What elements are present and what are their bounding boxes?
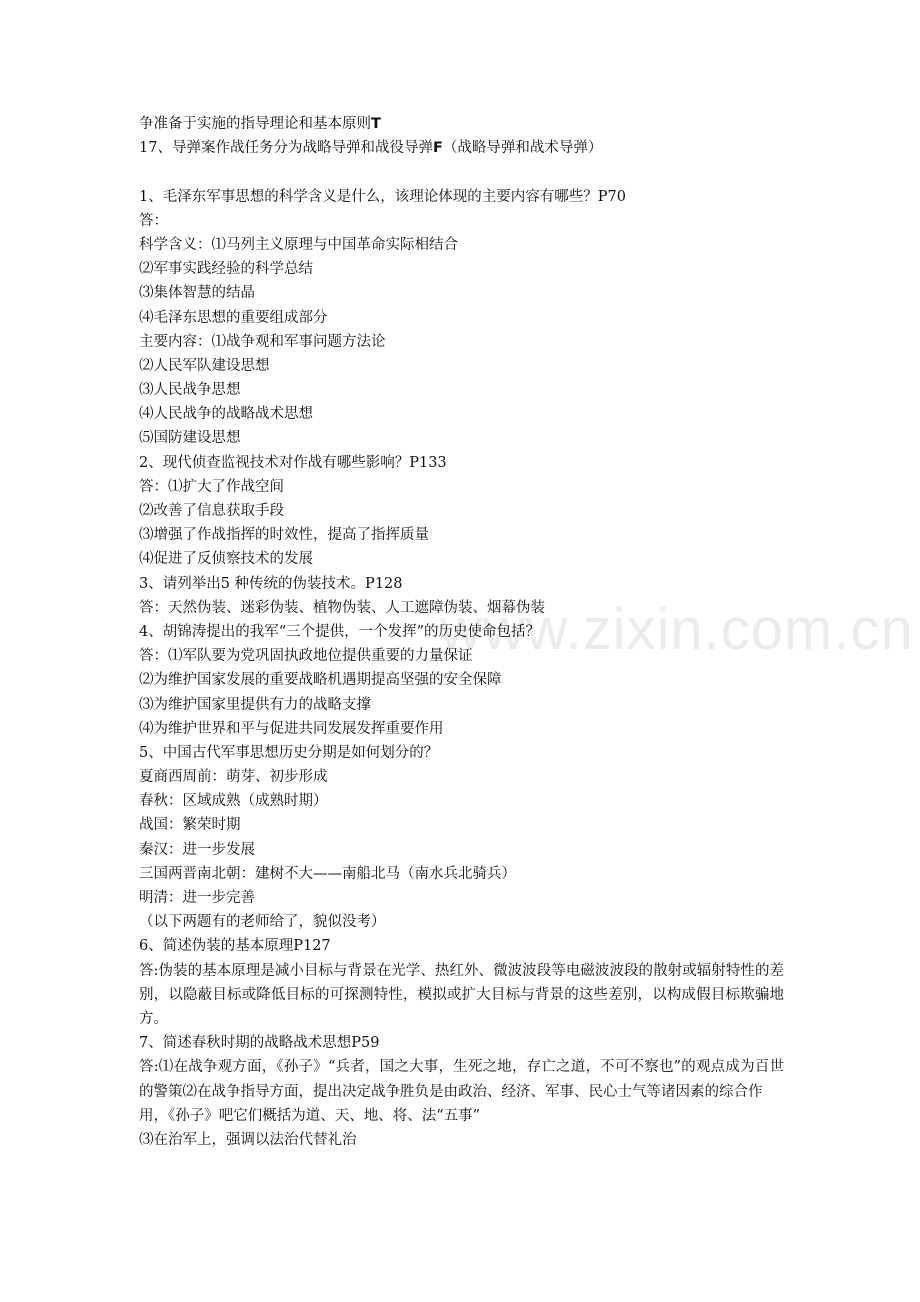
text-line: 3、请列举出5 种传统的伪装技术。P128 (139, 575, 403, 592)
text-line: 用，《孙子》吧它们概括为道、天、地、将、法“五事” (139, 1107, 481, 1124)
false-mark: F (432, 140, 443, 157)
header-line-1: 争准备于实施的指导理论和基本原则T (139, 116, 381, 132)
text-line: 2、现代侦查监视技术对作战有哪些影响？P133 (139, 454, 447, 471)
header-line-2: 17、导弹案作战任务分为战略导弹和战役导弹F（战略导弹和战术导弹） (139, 140, 603, 157)
text-line: ⑶增强了作战指挥的时效性，提高了指挥质量 (139, 527, 429, 544)
text-line: ⑶在治军上，强调以法治代替礼治 (139, 1131, 357, 1148)
text-line: ⑷人民战争的战略战术思想 (139, 406, 313, 423)
text-line: 4、胡锦涛提出的我军“三个提供，一个发挥”的历史使命包括？ (139, 623, 541, 640)
text-line: ⑷为维护世界和平与促进共同发展发挥重要作用 (139, 720, 444, 737)
text-line: 战国：繁荣时期 (139, 817, 241, 834)
text-line: ⑶集体智慧的结晶 (139, 285, 255, 302)
text-line: ⑵军事实践经验的科学总结 (139, 261, 313, 278)
answer-paragraph-7: 答:⑴在战争观方面，《孙子》“兵者，国之大事，生死之地，存亡之道，不可不察也”的观点成为百世的警策⑵在战争指导方面，提出决定战争胜负是由政治、经济、军事、民心士气等诸因素的综合作 (139, 1059, 784, 1100)
text-line: 答：⑴军队要为党巩固执政地位提供重要的力量保证 (139, 648, 473, 665)
text-line: ⑶为维护国家里提供有力的战略支撑 (139, 696, 371, 713)
text-line: 秦汉：进一步发展 (139, 841, 255, 858)
true-mark: T (371, 116, 381, 132)
text-line: 答： (139, 212, 168, 229)
text-line: ⑷促进了反侦察技术的发展 (139, 551, 313, 568)
text-line: 三国两晋南北朝：建树不大——南船北马（南水兵北骑兵） (139, 865, 516, 882)
blank-line (139, 160, 784, 184)
text-line: ⑵为维护国家发展的重要战略机遇期提高坚强的安全保障 (139, 672, 502, 689)
answer-paragraph-6: 答:伪装的基本原理是减小目标与背景在光学、热红外、微波波段等电磁波波段的散射或辐射特性的差别，以隐蔽目标或降低目标的可探测特性，模拟或扩大目标与背景的这些差别，以构成假目标欺骗地方。 (139, 962, 784, 1027)
text-line: 1、毛泽东军事思想的科学含义是什么，该理论体现的主要内容有哪些？P70 (139, 188, 626, 205)
text-line: 明清：进一步完善 (139, 890, 255, 906)
text-line: 主要内容：⑴战争观和军事问题方法论 (139, 333, 386, 350)
question-7-title: 7、简述春秋时期的战略战术思想P59 (139, 1035, 380, 1052)
text-line: 答：天然伪装、迷彩伪装、植物伪装、人工遮障伪装、烟幕伪装 (139, 599, 545, 616)
body-lines (139, 185, 784, 959)
text-line: （以下两题有的老师给了，貌似没考） (139, 914, 386, 931)
text-line: 6、简述伪装的基本原理P127 (139, 938, 331, 955)
text-line: ⑸国防建设思想 (139, 430, 241, 447)
text-line: 答：⑴扩大了作战空间 (139, 478, 284, 495)
watermark: www.zixin.com.cn (440, 597, 914, 662)
text-line: 科学含义：⑴马列主义原理与中国革命实际相结合 (139, 236, 458, 253)
text-line: ⑷毛泽东思想的重要组成部分 (139, 309, 328, 326)
text-line: ⑶人民战争思想 (139, 382, 241, 399)
text-line: 夏商西周前：萌芽、初步形成 (139, 769, 328, 786)
text-line: ⑵改善了信息获取手段 (139, 503, 284, 519)
document-content (139, 112, 784, 1152)
text-line: 5、中国古代军事思想历史分期是如何划分的？ (139, 744, 439, 761)
text-line: 春秋：区域成熟（成熟时期） (139, 793, 328, 810)
text-line: ⑵人民军队建设思想 (139, 357, 270, 374)
